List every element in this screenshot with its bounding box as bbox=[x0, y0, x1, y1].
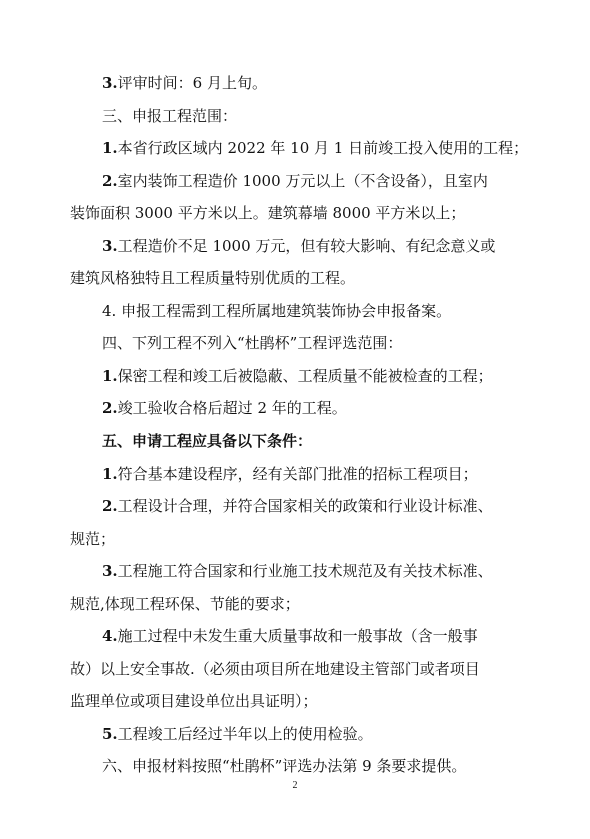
paragraph-line bbox=[0, 398, 590, 418]
line-text: 四、下列工程不列入“杜鹃杯”工程评选范围： bbox=[102, 334, 403, 352]
line-text: 施工过程中未发生重大质量事故和一般事故（含一般事 bbox=[117, 627, 478, 645]
item-number: 2. bbox=[102, 399, 118, 417]
item-number: 3. bbox=[102, 237, 118, 255]
line-text: 六、申报材料按照“杜鹃杯”评选办法第 9 条要求提供。 bbox=[102, 757, 467, 775]
paragraph-line bbox=[0, 724, 590, 744]
item-number: 1. bbox=[102, 465, 118, 483]
line-text: 五、申请工程应具备以下条件： bbox=[102, 432, 313, 450]
section-heading bbox=[0, 333, 590, 353]
line-text: 工程设计合理，并符合国家相关的政策和行业设计标准、 bbox=[117, 497, 493, 515]
line-text: 符合基本建设程序，经有关部门批准的招标工程项目； bbox=[117, 465, 478, 483]
section-heading bbox=[0, 431, 590, 451]
line-text: 评审时间：6 月上旬。 bbox=[117, 74, 267, 92]
line-text: 室内装饰工程造价 1000 万元以上（不含设备），且室内 bbox=[117, 172, 488, 190]
page-number: 2 bbox=[292, 780, 298, 791]
item-number: 3. bbox=[102, 74, 118, 92]
paragraph-line bbox=[0, 496, 590, 516]
line-text: 竣工验收合格后超过 2 年的工程。 bbox=[117, 399, 347, 417]
paragraph-line bbox=[0, 464, 590, 484]
paragraph-line bbox=[0, 203, 590, 223]
paragraph-line bbox=[0, 691, 590, 711]
item-number: 1. bbox=[102, 139, 118, 157]
paragraph-line bbox=[0, 138, 590, 158]
paragraph-line bbox=[0, 268, 590, 288]
line-text: 保密工程和竣工后被隐蔽、工程质量不能被检查的工程； bbox=[117, 367, 493, 385]
paragraph-line bbox=[0, 301, 590, 321]
paragraph-line bbox=[0, 561, 590, 581]
item-number: 2. bbox=[102, 497, 118, 515]
item-number: 4. bbox=[102, 627, 118, 645]
item-number: 2. bbox=[102, 172, 118, 190]
item-number: 1. bbox=[102, 367, 118, 385]
section-heading bbox=[0, 756, 590, 776]
line-text: 工程施工符合国家和行业施工技术规范及有关技术标准、 bbox=[117, 562, 493, 580]
line-text: 工程造价不足 1000 万元，但有较大影响、有纪念意义或 bbox=[117, 237, 496, 255]
line-text: 装饰面积 3000 平方米以上。建筑幕墙 8000 平方米以上； bbox=[70, 204, 466, 222]
paragraph-line bbox=[0, 171, 590, 191]
section-heading bbox=[0, 106, 590, 126]
line-text: 工程竣工后经过半年以上的使用检验。 bbox=[117, 725, 373, 743]
line-text: 建筑风格独特且工程质量特别优质的工程。 bbox=[70, 269, 356, 287]
paragraph-line bbox=[0, 626, 590, 646]
paragraph-line bbox=[0, 659, 590, 679]
paragraph-line bbox=[0, 594, 590, 614]
line-text: 故）以上安全事故.（必须由项目所在地建设主管部门或者项目 bbox=[70, 660, 480, 678]
item-number: 3. bbox=[102, 562, 118, 580]
line-text: 本省行政区域内 2022 年 10 月 1 日前竣工投入使用的工程； bbox=[117, 139, 529, 157]
line-text: 规范； bbox=[70, 530, 116, 548]
line-text: 规范,体现工程环保、节能的要求； bbox=[70, 595, 300, 613]
paragraph-line bbox=[0, 529, 590, 549]
paragraph-line bbox=[0, 366, 590, 386]
line-text: 4. 申报工程需到工程所属地建筑装饰协会申报备案。 bbox=[102, 302, 452, 320]
item-number: 5. bbox=[102, 725, 118, 743]
line-text: 监理单位或项目建设单位出具证明）； bbox=[70, 692, 318, 710]
paragraph-line bbox=[0, 236, 590, 256]
line-text: 三、申报工程范围： bbox=[102, 107, 238, 125]
paragraph-line bbox=[0, 73, 590, 93]
